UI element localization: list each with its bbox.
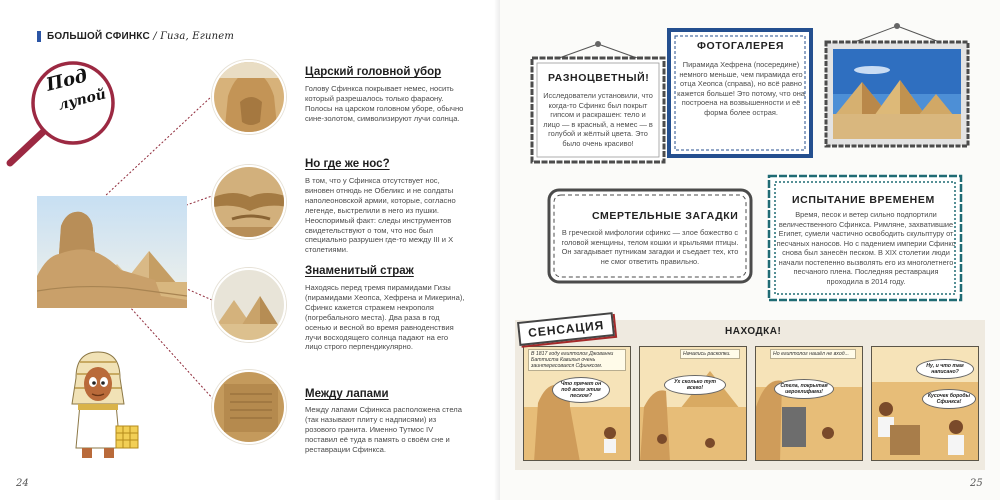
headdress-photo [212,60,286,134]
magnifier-word-2: лупой [56,86,108,114]
comic-strip [515,320,985,470]
stele-photo [212,370,286,444]
comic-title: НАХОДКА! [725,326,782,337]
comic-panel-3 [755,346,863,461]
pharaoh-illustration [58,348,148,460]
comic-caption-1: В 1817 году египтолог Джованни Баттиста Кавилья очень заинтересовался Сфинксом. [528,349,626,371]
section-text-headdress: Голову Сфинкса покрывает немес, носить который разрешалось только фараону. Полосы на царском головном уборе, обычно сине-золотом, символизируют лучи солнца. [305,84,464,123]
comic-bubble-4b: Кусочек бороды Сфинкса! [922,389,976,409]
comic-bubble-4a: Ну, и что там написано? [916,359,974,379]
comic-bubble-1: Что прячет он под всем этим песком? [552,377,610,403]
comic-panel-4 [871,346,979,461]
comic-bubble-3: Стела, покрытая иероглифами! [774,379,834,399]
comic-panel-1 [523,346,631,461]
sphinx-photo [37,196,187,308]
page-number-right: 25 [970,478,983,489]
section-text-paws: Между лапами Сфинкса расположена стела (так называют плиту с надписями) из розового гранита. Именно Тутмос IV поставил её туда в память о своём сне и реставрации Сфинкса. [305,405,462,454]
gallery-photo [822,18,972,148]
header-title: БОЛЬШОЙ СФИНКС [47,31,150,42]
gallery-box-title: ФОТОГАЛЕРЕЯ [697,40,784,52]
time-box-text: Время, песок и ветер сильно подпортили величественного Сфинкса. Римляне, захватившие Египет, сумели частично освободить скульптуру от песчаных наносов. Но с падением империи Сфинкс снова был занесён песком. В XIX столетии люди начали постепенно вызволять его из многолетнего песчаного плена. Последняя реставрация проходила в 2014 году. [776,210,956,286]
time-box-title: ИСПЫТАНИЕ ВРЕМЕНЕМ [792,194,935,206]
colorful-box-title: РАЗНОЦВЕТНЫЙ! [548,72,650,84]
comic-caption-3: Но египтолог нашёл не вход... [770,349,856,359]
right-page [500,0,1000,500]
riddles-box-title: СМЕРТЕЛЬНЫЕ ЗАГАДКИ [592,210,739,222]
riddles-box-text: В греческой мифологии сфинкс — злое божество с головой женщины, телом кошки и крыльями птицы. Он загадывает путникам загадки и съедает тех, кто не смог ответить правильно. [561,228,739,266]
header-separator: / [149,31,161,42]
magnifier-word-1: Под [44,65,90,96]
comic-tag: СЕНСАЦИЯ [517,312,615,346]
page-number-left: 24 [16,478,29,489]
section-text-nose: В том, что у Сфинкса отсутствует нос, виновен отнюдь не Обеликс и не солдаты наполеоновской армии, которые, согласно легенде, выстрелили в него из пушки. Неоспоримый факт: следы инструментов свидетельствуют о том, что нос был специально разрушен где-то между III и X столетиями. [305,176,456,255]
section-text-guardian: Находясь перед тремя пирамидами Гизы (пирамидами Хеопса, Хефрена и Микерина), Сфинкс кажется стражем некрополя (погребального места). Два раза в год осенью и весной во время равноденствия лучи восходящего солнца падают на его лицо строго перпендикулярно. [305,283,465,352]
comic-caption-2: Начались раскопки. [680,349,740,359]
face-photo [212,165,286,239]
pyramids-photo [212,268,286,342]
section-title-paws: Между лапами [305,388,389,400]
section-title-nose: Но где же нос? [305,158,390,170]
section-title-headdress: Царский головной убор [305,66,442,78]
header-location: Гиза, Египет [160,31,235,42]
colorful-box-text: Исследователи установили, что когда-то Сфинкс был покрыт гипсом и раскрашен: тело и лицо — в красный, а немес — в голубой и жёлтый цвета. Это было очень красиво! [543,91,653,148]
section-title-guardian: Знаменитый страж [305,265,414,277]
gallery-box-text: Пирамида Хефрена (посередине) немного меньше, чем пирамида его отца Хеопса (справа), но всё равно кажется больше! Это потому, что она построена на возвышенности и её форма более острая. [677,60,805,117]
comic-panel-2 [639,346,747,461]
comic-bubble-2: Ух сколько тут всего! [664,375,726,395]
